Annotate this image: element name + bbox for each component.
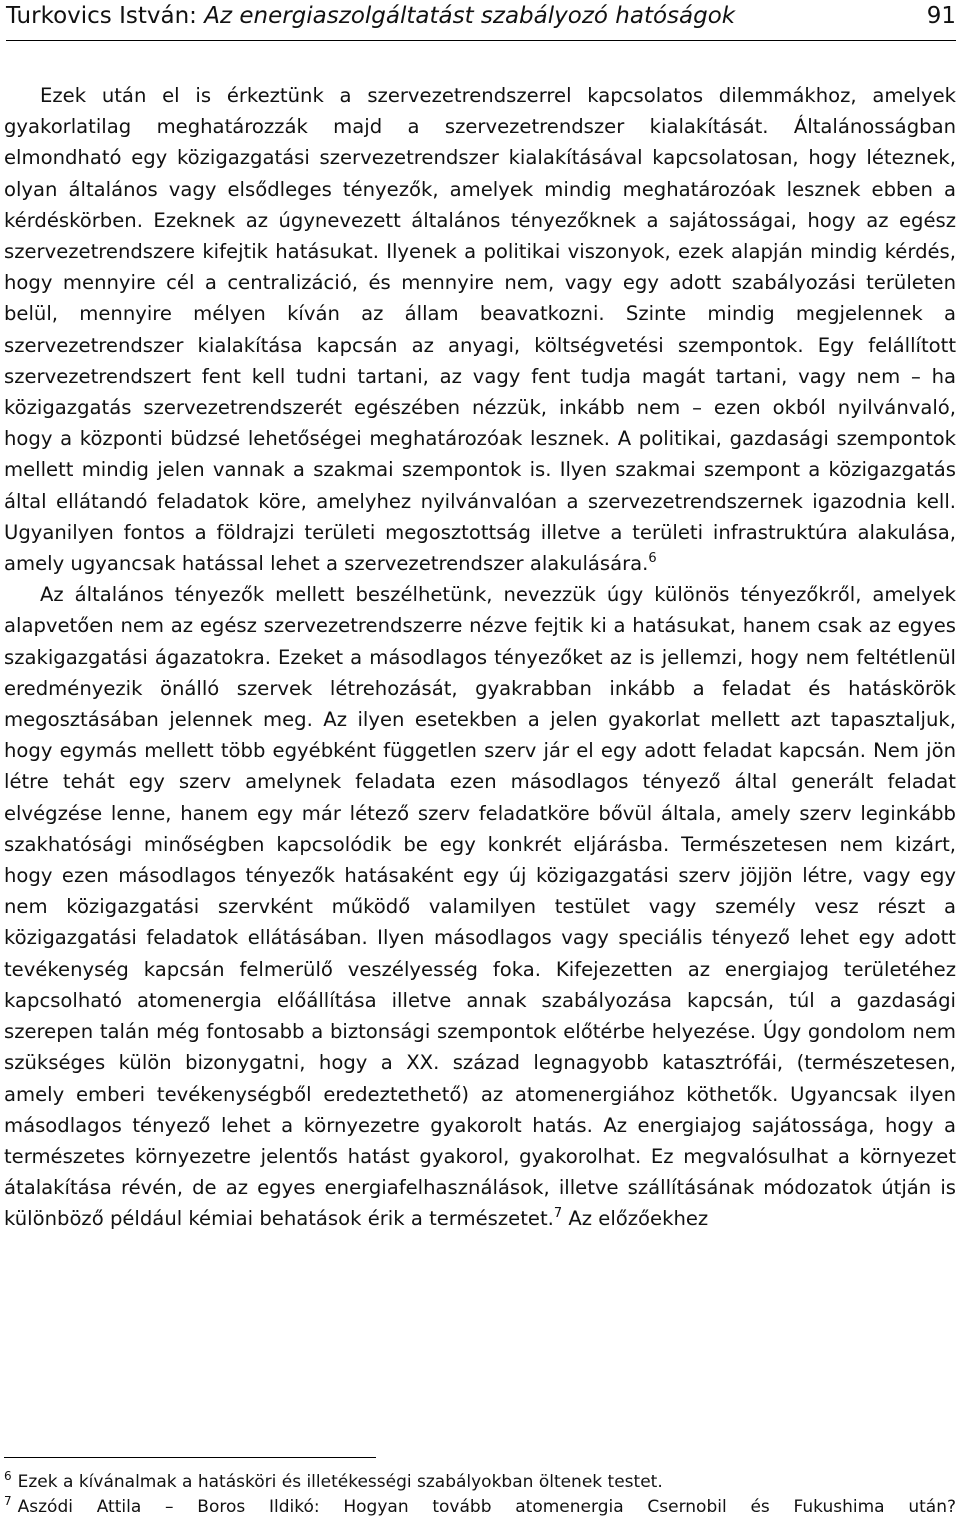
paragraph-2 — [4, 579, 956, 1234]
paragraph-1 — [4, 80, 956, 579]
body-text — [4, 80, 956, 1235]
running-header — [6, 0, 956, 41]
footnote-6-text: Ezek a kívánalmak a hatásköri és illetékességi szabályokban öltenek testet. — [17, 1472, 663, 1492]
header-author — [6, 0, 735, 32]
footnote-ref-6[interactable]: 6 — [648, 551, 657, 567]
paragraph-1-text: Ezek után el is érkeztünk a szervezetrendszerrel kapcsolatos dilemmákhoz, amelyek gyakorlatilag meghatározzák majd a szervezetrendszer kialakítását. Általánosságban elmondható egy közigazgatási szervezetrendszer kialakításával kapcsolatosan, hogy léteznek, olyan általános vagy elsődleges tényezők, amelyek mindig meghatározóak lesznek ebben a kérdéskörben. Ezeknek az úgynevezett általános tényezőknek a sajátosságai, hogy az egész szervezetrendszere kifejtik hatásukat. Ilyenek a politikai viszonyok, ezek alapján mindig kérdés, hogy mennyire cél a centralizáció, és mennyire nem, vagy egy adott szabályozási területen belül, mennyire mélyen kíván az állam beavatkozni. Szinte mindig megjelennek a szervezetrendszer kialakítása kapcsán az anyagi, költségvetési szempontok. Egy felállított szervezetrendszert fent kell tudni tartani, az vagy fent tudja magát tartani, vagy nem – ha közigazgatás szervezetrendszerét egészében nézzük, inkább nem – ezen okból nyilvánvaló, hogy a központi büdzsé lehetőségei meghatározóak lesznek. A politikai, gazdasági szempontok mellett mindig jelen vannak a szakmai szempontok is. Ilyen szakmai szempont a közigazgatás által ellátandó feladatok köre, amelyhez nyilvánvalóan a szervezetrendszernek igazodnia kell. Ugyanilyen fontos a földrajzi területi megosztottság illetve a területi infrastruktúra alakulása, amely ugyancsak hatással lehet a szervezetrendszer alakulására. — [4, 84, 956, 576]
footnote-6-number: 6 — [4, 1469, 12, 1483]
paragraph-2-text: Az általános tényezők mellett beszélhetünk, nevezzük úgy különös tényezőkről, amelyek alapvetően nem az egész szervezetrendszerre nézve fejtik ki a hatásukat, hanem csak az egyes szakigazgatási ágazatokra. Ezeket a másodlagos tényezőket az is jellemzi, hogy nem feltétlenül eredményezik önálló szervek létrehozását, gyakrabban inkább a feladat és hatáskörök megosztásában jelennek meg. Az ilyen esetekben a jelen gyakorlat mellett azt tapasztaljuk, hogy egymás mellett több egyébként független szerv jár el egy adott feladat kapcsán. Nem jön létre tehát egy szerv amelynek feladata ezen másodlagos tényező által generált feladat elvégzése lenne, hanem egy már létező szerv feladatköre bővül általa, amely szerv leginkább szakhatósági minőségben kapcsolódik be egy konkrét eljárásba. Természetesen nem kizárt, hogy ezen másodlagos tényezők hatásaként egy új közigazgatási szerv jöjjön létre, vagy egy nem közigazgatási szervként működő valamilyen testület vagy személy vesz részt a közigazgatási feladatok ellátásában. Ilyen másodlagos vagy speciális tényező lehet egy adott tevékenység kapcsán felmerülő veszélyesség foka. Kifejezetten az energiajog területéhez kapcsolható atomenergia előállítása illetve annak szabályozása kapcsán, túl a gazdasági szerepen talán még fontosabb a biztonsági szempontok előtérbe helyezése. Úgy gondolom nem szükséges külön bizonygatni, hogy a XX. század legnagyobb katasztrófái, (természetesen, amely emberi tevékenységből eredeztethető) az atomenergiához köthetők. Ugyancsak ilyen másodlagos tényező lehet a környezetre gyakorolt hatás. Az energiajog sajátossága, hogy a természetes környezetre jelentős hatást gyakorol, gyakorolhat. Ez megvalósulhat a környezet átalakítása révén, de az egyes energiafelhasználások, illetve szállításának módozatok útján is különböző például kémiai behatások érik a természetet. — [4, 583, 956, 1231]
footnote-7 — [4, 1495, 956, 1520]
page-number: 91 — [926, 3, 956, 29]
footnote-6 — [4, 1470, 956, 1495]
header-title: Az energiaszolgáltatást szabályozó hatóságok — [204, 3, 736, 29]
footnotes — [4, 1470, 956, 1520]
footnote-7-text: Aszódi Attila – Boros Ildikó: Hogyan tovább atomenergia Csernobil és Fukushima után? — [17, 1497, 956, 1517]
footnote-ref-7[interactable]: 7 — [553, 1206, 563, 1222]
footnote-7-number: 7 — [4, 1495, 12, 1508]
header-author-name: Turkovics István: — [6, 3, 205, 29]
footnote-separator — [4, 1457, 376, 1458]
paragraph-2-tail: Az előzőekhez — [562, 1207, 709, 1231]
